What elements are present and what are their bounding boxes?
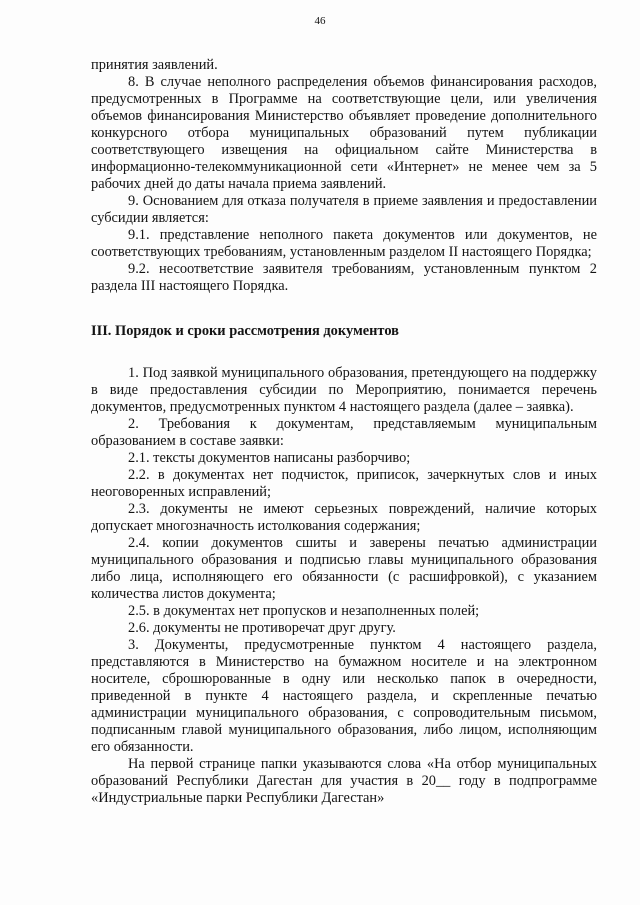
paragraph: На первой странице папки указываются слова «На отбор муниципальных образований Республики Дагестан для участия в 20__ году в подпрограмме «Индустриальные парки Республики Дагестан» <box>91 756 597 806</box>
paragraph: 2.2. в документах нет подчисток, приписок, зачеркнутых слов и иных неоговоренных исправлений; <box>91 467 597 500</box>
paragraph: 2. Требования к документам, представляемым муниципальным образованием в составе заявки: <box>91 416 597 449</box>
paragraphs-after <box>91 365 597 807</box>
paragraph: 9. Основанием для отказа получателя в приеме заявления и предоставлении субсидии является: <box>91 193 597 226</box>
paragraph: 8. В случае неполного распределения объемов финансирования расходов, предусмотренных в Программе на соответствующие цели, или увеличения объемов финансирования Министерство объявляет проведение дополнительного конкурсного отбора муниципальных образований путем публикации соответствующего извещения на официальном сайте Министерства в информационно-телекоммуникационной сети «Интернет» не менее чем за 5 рабочих дней до даты начала приема заявлений. <box>91 74 597 192</box>
paragraph: 2.5. в документах нет пропусков и незаполненных полей; <box>128 603 480 619</box>
document-body <box>91 57 597 807</box>
paragraph: 3. Документы, предусмотренные пунктом 4 настоящего раздела, представляются в Министерство на бумажном носителе и на электронном носителе, сброшюрованные в одну или несколько папок в очередности, приведенной в пункте 4 настоящего раздела, и скрепленные печатью администрации муниципального образования, с сопроводительным письмом, подписанным главой муниципального образования, либо лицом, исполняющим его обязанности. <box>91 637 597 755</box>
page-number: 46 <box>314 15 326 27</box>
paragraph: 9.1. представление неполного пакета документов или документов, не соответствующих требованиям, установленным разделом II настоящего Порядка; <box>91 227 597 260</box>
paragraph: 2.3. документы не имеют серьезных повреждений, наличие которых допускает многозначность истолкования содержания; <box>91 501 597 534</box>
paragraph: 2.6. документы не противоречат друг другу. <box>128 620 396 636</box>
paragraph: 9.2. несоответствие заявителя требованиям, установленным пунктом 2 раздела III настоящего Порядка. <box>91 261 597 294</box>
paragraph: принятия заявлений. <box>91 57 218 73</box>
paragraph: 1. Под заявкой муниципального образования, претендующего на поддержку в виде предоставления субсидии по Мероприятию, понимается перечень документов, предусмотренных пунктом 4 настоящего раздела (далее – заявка). <box>91 365 597 415</box>
paragraph: 2.1. тексты документов написаны разборчиво; <box>128 450 411 466</box>
section-heading: III. Порядок и сроки рассмотрения документов <box>91 323 399 339</box>
paragraph: 2.4. копии документов сшиты и заверены печатью администрации муниципального образования и подписью главы муниципального образования либо лица, исполняющего его обязанности (с расшифровкой), с указанием количества листов документа; <box>91 535 597 602</box>
paragraphs-before <box>91 57 597 295</box>
